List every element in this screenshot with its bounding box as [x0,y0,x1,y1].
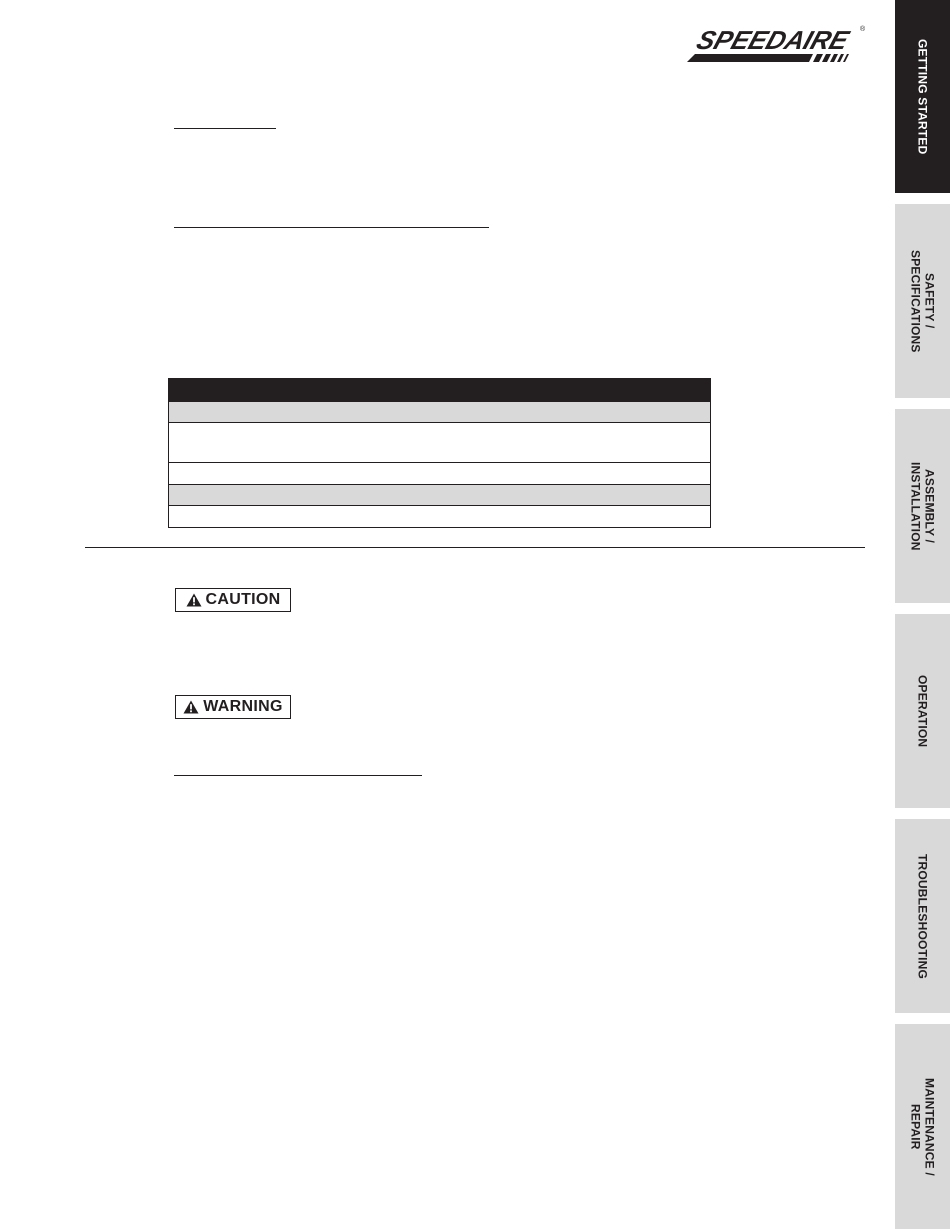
warning-label [175,695,291,719]
heading-rule-1 [174,128,276,129]
caution-label [175,588,291,612]
tab-safety-specifications[interactable] [895,204,950,398]
table-row [169,401,710,422]
tab-label: OPERATION [915,674,930,748]
warning-word: WARNING [203,698,283,715]
tab-assembly-installation[interactable] [895,409,950,603]
tab-getting-started[interactable] [895,0,950,193]
specifications-table [168,378,711,528]
table-row [169,484,710,505]
tab-label: GETTING STARTED [915,38,930,155]
tab-maintenance-repair[interactable] [895,1024,950,1229]
heading-rule-2 [174,227,489,228]
logo-wordmark: SPEEDAIRE [692,25,853,55]
registered-mark: ® [860,26,866,33]
warning-triangle-icon [186,593,202,607]
table-row [169,422,710,462]
tab-label: TROUBLESHOOTING [915,853,930,979]
section-tabs [895,0,950,1229]
tab-label: MAINTENANCE / REPAIR [908,1077,937,1176]
warning-triangle-icon [183,700,199,714]
caution-word: CAUTION [205,591,281,608]
heading-rule-3 [174,775,422,776]
tab-label: SAFETY / SPECIFICATIONS [908,249,937,353]
tab-label: ASSEMBLY / INSTALLATION [908,461,937,551]
tab-troubleshooting[interactable] [895,819,950,1013]
table-row [169,462,710,484]
tab-operation[interactable] [895,614,950,808]
section-divider [85,547,865,548]
speedaire-logo [683,24,869,66]
table-header-row [169,379,710,401]
table-row [169,505,710,527]
